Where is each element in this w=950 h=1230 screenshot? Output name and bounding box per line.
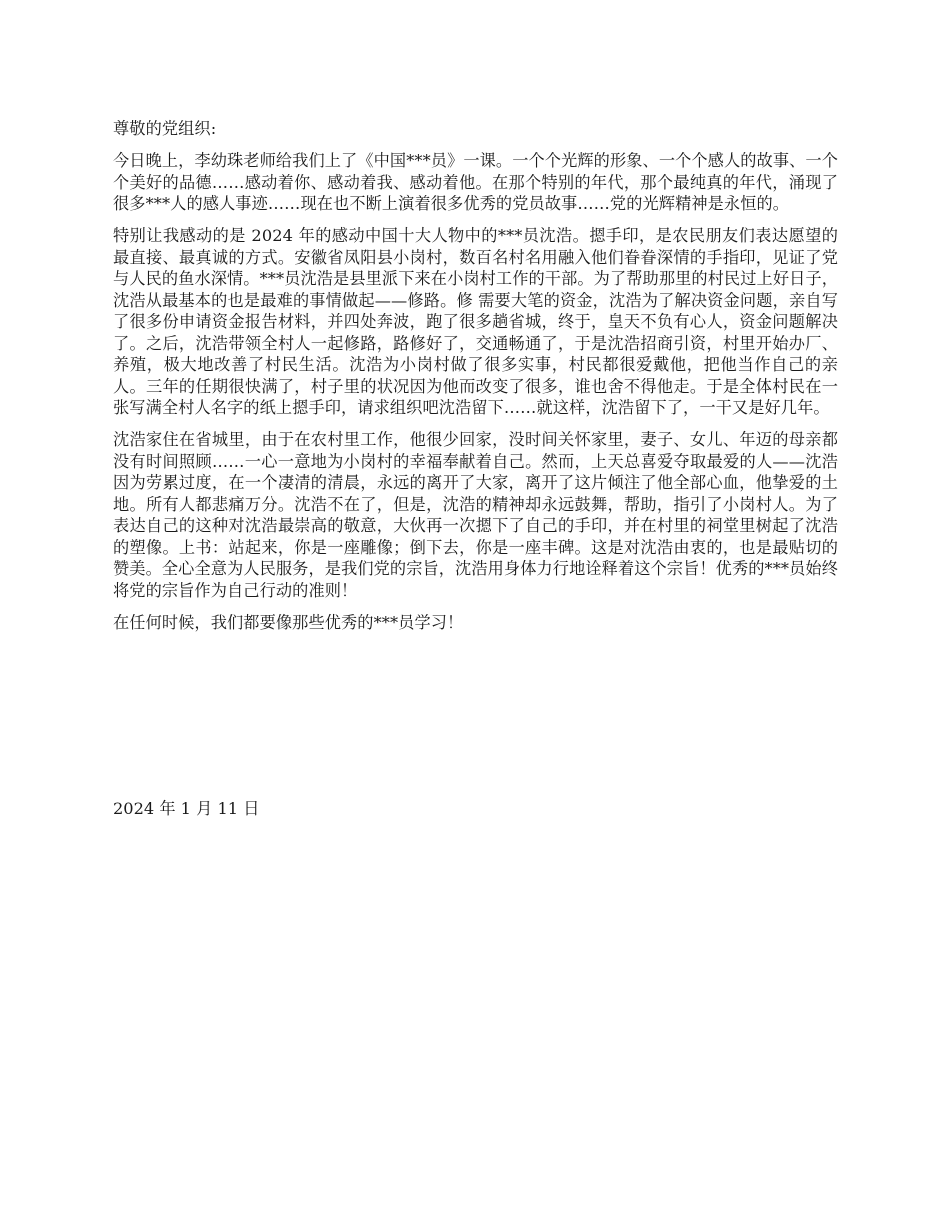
salutation: 尊敬的党组织: <box>113 119 217 138</box>
paragraph-4: 在任何时候，我们都要像那些优秀的***员学习！ <box>113 612 464 632</box>
paragraph-2: 特别让我感动的是 2024 年的感动中国十大人物中的***员沈浩。摁手印，是农民朋友们表达愿望的最直接、最真诚的方式。安徽省凤阳县小岗村，数百名村名用融入他们眷眷深情的手指印，见证了党与人民的鱼水深情。***员沈浩是县里派下来在小岗村工作的干部。为了帮助那里的村民过上好日子，沈浩从最基本的也是最难的事情做起——修路。修 需要大笔的资金，沈浩为了解决资金问题，亲自写了很多份申请资金报告材料，并四处奔波，跑了很多趟省城，终于，皇天不负有心人，资金问题解决了。之后，沈浩带领全村人一起修路，路修好了，交通畅通了，于是沈浩招商引资，村里开始办厂、养殖，极大地改善了村民生活。沈浩为小岗村做了很多实事，村民都很爱戴他，把他当作自己的亲人。三年的任期很快满了，村子里的状况因为他而改变了很多，谁也舍不得他走。于是全体村民在一张写满全村人名字的纸上摁手印，请求组织吧沈浩留下……就这样，沈浩留下了，一干又是好几年。 <box>113 226 838 417</box>
letter-body <box>113 118 838 644</box>
paragraph-1: 今日晚上，李幼珠老师给我们上了《中国***员》一课。一个个光辉的形象、一个个感人的故事、一个个美好的品德……感动着你、感动着我、感动着他。在那个特别的年代，那个最纯真的年代，涌现了很多***人的感人事迹……现在也不断上演着很多优秀的党员故事……党的光辉精神是永恒的。 <box>113 151 838 213</box>
paragraph-3: 沈浩家住在省城里，由于在农村里工作，他很少回家，没时间关怀家里，妻子、女儿、年迈的母亲都没有时间照顾……一心一意地为小岗村的幸福奉献着自己。然而，上天总喜爱夺取最爱的人——沈浩因为劳累过度，在一个凄清的清晨，永远的离开了大家，离开了这片倾注了他全部心血，他挚爱的土地。所有人都悲痛万分。沈浩不在了，但是，沈浩的精神却永远鼓舞，帮助，指引了小岗村人。为了表达自己的这种对沈浩最崇高的敬意，大伙再一次摁下了自己的手印，并在村里的祠堂里树起了沈浩的塑像。上书：站起来，你是一座雕像；倒下去，你是一座丰碑。这是对沈浩由衷的，也是最贴切的赞美。全心全意为人民服务，是我们党的宗旨，沈浩用身体力行地诠释着这个宗旨！优秀的***员始终将党的宗旨作为自己行动的准则！ <box>113 430 838 600</box>
letter-date: 2024 年 1 月 11 日 <box>113 799 260 818</box>
